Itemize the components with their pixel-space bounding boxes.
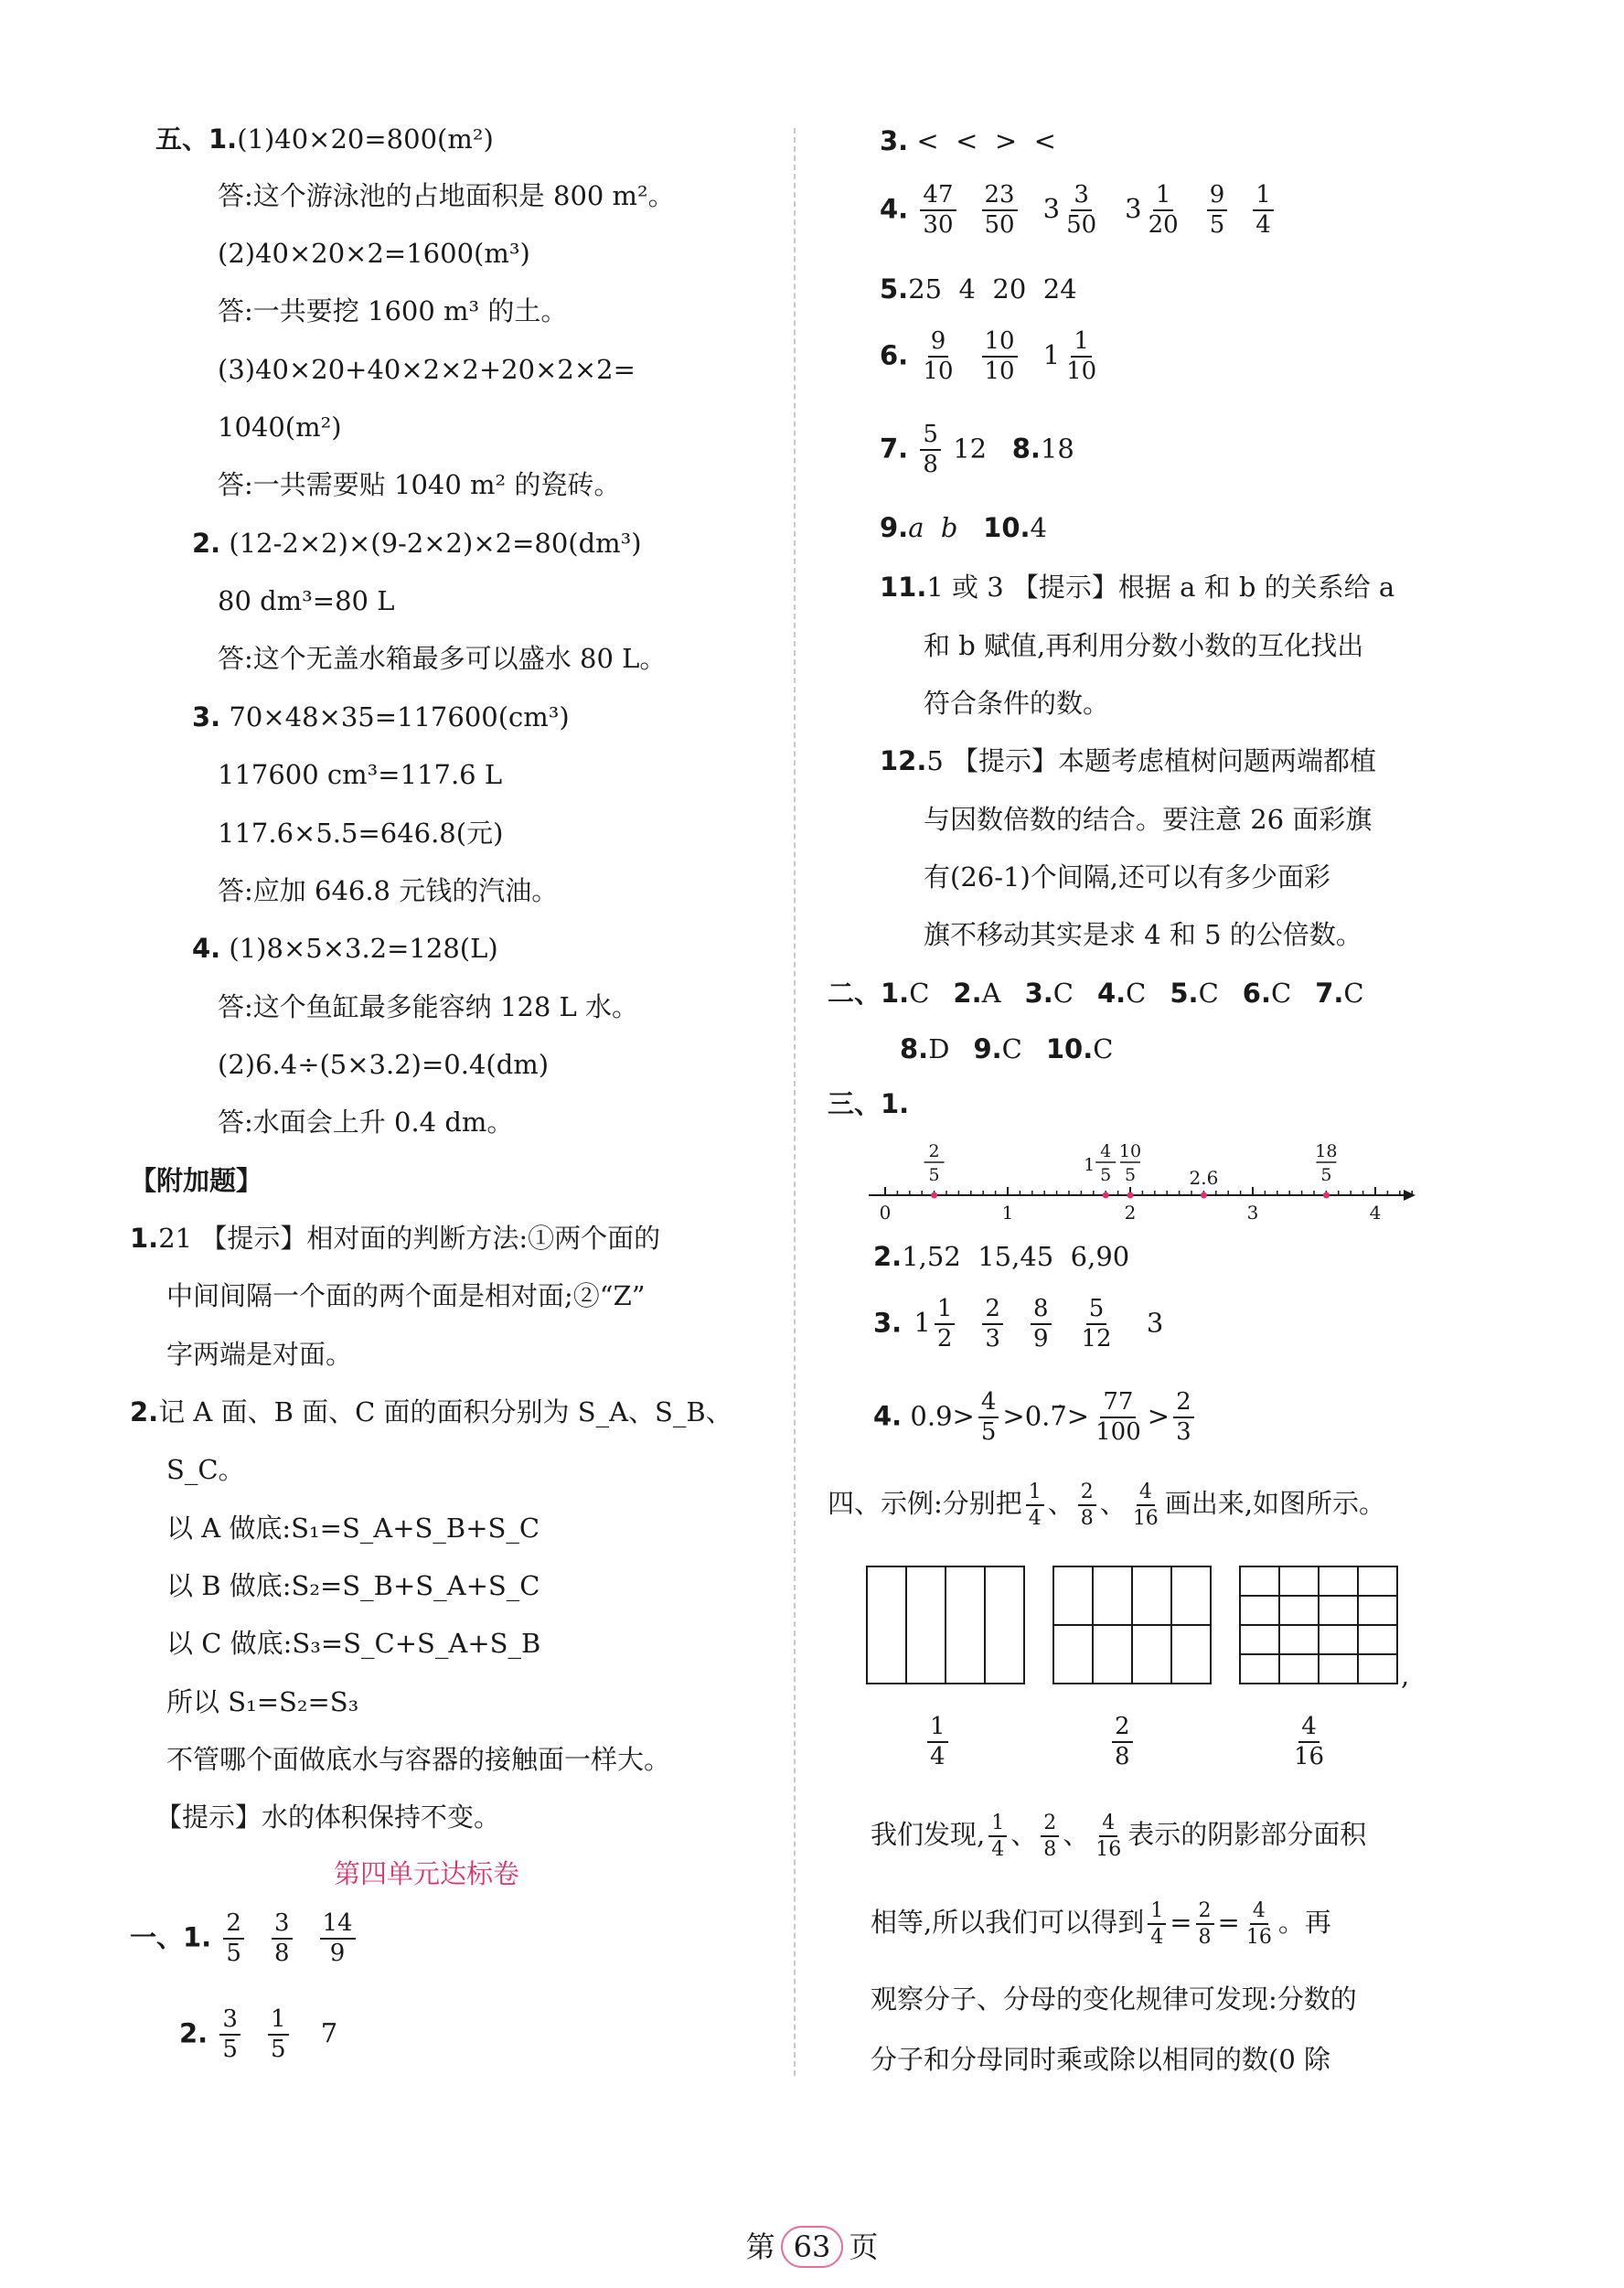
mark-point (931, 1192, 937, 1199)
page-prefix: 第 (745, 2229, 775, 2264)
fraction: 1 $\frac{1}{2}$ (910, 1307, 958, 1338)
number-line (869, 1129, 1417, 1230)
mark-denominator: 5 (1320, 1165, 1332, 1185)
answer-choice: C (1343, 978, 1364, 1009)
section-5-q1-part1: 五、1.(1)40×20=800(m²) (155, 123, 494, 155)
fraction: $\frac{1}{4}$ (1249, 193, 1277, 224)
section-5-q3: 3. 70×48×35=117600(cm³) (192, 701, 570, 732)
section-4-intro: 四、示例:分别把 $\frac{1}{4}$ 、 $\frac{2}{8}$ 、 $\frac{4}{16}$ 画出来,如图所示。 (828, 1481, 1386, 1531)
item-number: 9. (973, 1033, 1002, 1064)
item-number: 5. (1170, 978, 1199, 1009)
mark-denominator: 5 (1124, 1165, 1137, 1185)
section-5-q4: 4. (1)8×5×3.2=128(L) (192, 933, 498, 964)
answer-choice: C (1198, 978, 1219, 1009)
axis-arrow (1404, 1190, 1416, 1201)
answer-line: 答:应加 646.8 元钱的汽油。 (218, 875, 559, 906)
fraction: $\frac{47}{30}$ (916, 193, 959, 224)
answer-choice: C (909, 978, 930, 1009)
grid-caption-1 (924, 1715, 952, 1770)
tick-label: 1 (1001, 1202, 1014, 1224)
whole-part: 3 (1042, 193, 1061, 225)
tick-label: 0 (879, 1202, 892, 1224)
fraction: $\frac{5}{12}$ (1081, 1295, 1112, 1353)
whole-part: 3 (1125, 193, 1142, 225)
s3-q3: 3. 1 $\frac{1}{2}$ $\frac{2}{3}$ $\frac{8}{9}$ $\frac{5}{12}$ 3 (873, 1295, 1164, 1353)
mark-whole: 1 (1084, 1155, 1095, 1175)
fraction: $\frac{1}{4}$ (924, 1725, 952, 1756)
r-q12: 12.5 【提示】本题考虑植树问题两端都植 (880, 745, 1377, 776)
answer-choice: C (1270, 978, 1292, 1009)
fraction: $\frac{8}{9}$ (1027, 1307, 1055, 1338)
text-line: 字两端是对面。 (166, 1339, 353, 1370)
text-line: 符合条件的数。 (924, 688, 1110, 719)
extra-q2: 2.记 A 面、B 面、C 面的面积分别为 S_A、S_B、 (130, 1396, 732, 1427)
r-q6: 6. $\frac{9}{10}$ $\frac{10}{10}$ 1 $\frac{1}{10}$ (880, 329, 1121, 385)
extra-q1: 1.21 【提示】相对面的判断方法:①两个面的 (130, 1223, 661, 1254)
answer-choice: C (1052, 978, 1074, 1009)
answer-line: 答:这个鱼缸最多能容纳 128 L 水。 (218, 991, 639, 1022)
text-line: 不管哪个面做底水与容器的接触面一样大。 (166, 1744, 671, 1775)
text-line: 与因数倍数的结合。要注意 26 面彩旗 (924, 804, 1373, 835)
section-2-row2 (876, 1033, 1114, 1064)
tick-label: 4 (1369, 1202, 1382, 1224)
tick-label: 3 (1246, 1202, 1259, 1224)
answer-line: 答:这个游泳池的占地面积是 800 m²。 (218, 180, 675, 211)
fraction: $\frac{2}{8}$ (1074, 1488, 1100, 1519)
formula-line: 所以 S₁=S₂=S₃ (166, 1686, 359, 1717)
fraction: $\frac{77}{100}$ (1095, 1388, 1141, 1447)
r-q11: 11.1 或 3 【提示】根据 a 和 b 的关系给 a (880, 572, 1395, 603)
answer-line: 答:一共要挖 1600 m³ 的土。 (218, 295, 568, 326)
paragraph-line-2: 相等,所以我们可以得到 $\frac{1}{4}$ = $\frac{2}{8}$ = $\frac{4}{16}$ 。再 (871, 1899, 1331, 1950)
tick-label: 2 (1124, 1202, 1137, 1224)
r-q5: 5.25 4 20 24 (880, 273, 1077, 305)
mark-label: 2.6 (1189, 1167, 1219, 1189)
grid-four-sixteenths (1240, 1566, 1397, 1684)
unit4-q1: 一、1. $\frac{2}{5}$ $\frac{3}{8}$ $\frac{14}{9}$ (130, 1911, 379, 1967)
calc-line: 80 dm³=80 L (218, 585, 395, 616)
item-number: 4. (1096, 978, 1127, 1009)
fraction: $\frac{23}{50}$ (978, 193, 1021, 224)
page-suffix: 页 (849, 2229, 879, 2264)
calc-line: 117.6×5.5=646.8(元) (218, 818, 504, 849)
grid-comma: , (1401, 1660, 1410, 1691)
fraction: $\frac{9}{5}$ (1203, 193, 1232, 224)
answer-choice: A (981, 978, 1001, 1009)
fraction: $\frac{2}{5}$ (219, 1921, 248, 1952)
mark-numerator: 2 (928, 1141, 940, 1161)
answer-choice: D (928, 1033, 950, 1064)
fraction: $\frac{4}{16}$ (1294, 1713, 1325, 1771)
fraction: $\frac{2}{3}$ (1170, 1400, 1198, 1431)
fraction: 3 $\frac{1}{20}$ (1125, 181, 1179, 240)
fraction: $\frac{1}{5}$ (264, 2017, 293, 2048)
text-line: 中间间隔一个面的两个面是相对面;②“Z” (166, 1280, 646, 1311)
whole-part: 1 (1042, 339, 1061, 371)
answer-choice: C (1126, 978, 1147, 1009)
r-q4: 4. $\frac{47}{30}$ $\frac{23}{50}$ 3 $\frac{3}{50}$ 3 $\frac{1}{20}$ $\frac{9}{5}$ $\frac{1}{4}$ (880, 183, 1296, 239)
grid-one-fourth (867, 1566, 1024, 1684)
s3-q4: 4. 0.9> $\frac{4}{5}$ >0.7̇> $\frac{77}{100}$ > $\frac{2}{3}$ (873, 1390, 1198, 1446)
paragraph-line-3: 观察分子、分母的变化规律可发现:分数的 (871, 1983, 1357, 2015)
whole-part: 1 (914, 1307, 931, 1339)
mark-denominator: 5 (928, 1165, 940, 1185)
grid-two-eighths (1053, 1566, 1211, 1684)
fraction: $\frac{10}{10}$ (978, 339, 1021, 370)
text-line: 和 b 赋值,再利用分数小数的互化找出 (924, 630, 1364, 661)
r-q3: 3. < < > < (880, 125, 1056, 156)
item-number: 6. (1242, 978, 1271, 1009)
fraction: $\frac{4}{5}$ (975, 1400, 1003, 1431)
formula-line: 以 A 做底:S₁=S_A+S_B+S_C (166, 1513, 540, 1544)
fraction: $\frac{1}{4}$ (1022, 1488, 1048, 1519)
fraction: $\frac{4}{16}$ (1245, 1899, 1272, 1950)
r-q9-q10: 9.a b 10.4 (880, 512, 1047, 543)
section-3-label: 三、1. (828, 1088, 910, 1119)
item-number: 3. (1024, 978, 1053, 1009)
fraction: 3 $\frac{3}{50}$ (1042, 181, 1097, 240)
item-number: 7. (1315, 978, 1344, 1009)
calc-line: 117600 cm³=117.6 L (218, 759, 503, 790)
fraction: $\frac{3}{5}$ (216, 2017, 244, 2048)
fraction: $\frac{2}{8}$ (1108, 1725, 1137, 1756)
calc-line: 1040(m²) (218, 412, 342, 443)
mark-point (1201, 1192, 1207, 1199)
text-line: S_C。 (166, 1454, 245, 1485)
mark-point (1103, 1192, 1109, 1199)
grid-caption-3 (1287, 1715, 1330, 1770)
item-number: 8. (900, 1033, 929, 1064)
calc-line: (2)40×20×2=1600(m³) (218, 238, 530, 269)
fraction: $\frac{2}{8}$ (1192, 1907, 1218, 1938)
mark-numerator: 18 (1315, 1141, 1338, 1161)
calc-line: (3)40×20+40×2×2+20×2×2= (218, 354, 636, 385)
paragraph-line-1: 我们发现, $\frac{1}{4}$ 、 $\frac{2}{8}$ 、 $\frac{4}{16}$ 表示的阴影部分面积 (871, 1812, 1367, 1862)
fraction: $\frac{1}{4}$ (1144, 1907, 1170, 1938)
fraction: $\frac{4}{16}$ (1095, 1812, 1122, 1862)
mark-denominator: 5 (1100, 1165, 1112, 1185)
fraction: $\frac{2}{8}$ (1037, 1819, 1063, 1850)
fraction: $\frac{4}{16}$ (1132, 1481, 1159, 1531)
paragraph-line-4: 分子和分母同时乘或除以相同的数(0 除 (871, 2044, 1330, 2075)
formula-line: 以 C 做底:S₃=S_C+S_A+S_B (166, 1628, 541, 1659)
unit4-q2: 2. $\frac{3}{5}$ $\frac{1}{5}$ 7 (179, 2005, 338, 2064)
answer-choice: C (1001, 1033, 1022, 1064)
fraction: $\frac{5}{8}$ (916, 433, 945, 464)
text-line: 有(26-1)个间隔,还可以有多少面彩 (924, 861, 1330, 893)
extra-questions-title: 【附加题】 (130, 1165, 263, 1196)
r-q7-q8: 7. $\frac{5}{8}$ 12 8.18 (880, 421, 1074, 479)
fraction: $\frac{9}{10}$ (923, 327, 954, 386)
column-divider (794, 128, 796, 2076)
calc-line: (2)6.4÷(5×3.2)=0.4(dm) (218, 1049, 550, 1080)
formula-line: 以 B 做底:S₂=S_B+S_A+S_C (166, 1570, 540, 1601)
page-footer (0, 2224, 1624, 2268)
grid-caption-2 (1108, 1715, 1137, 1770)
page-number: 63 (781, 2226, 844, 2268)
hint-line: 【提示】水的体积保持不变。 (155, 1802, 501, 1833)
text-line: 旗不移动其实是求 4 和 5 的公倍数。 (924, 919, 1362, 950)
answer-line: 答:这个无盖水箱最多可以盛水 80 L。 (218, 643, 667, 674)
fraction: $\frac{1}{4}$ (985, 1819, 1010, 1850)
s3-q2: 2.1,52 15,45 6,90 (873, 1241, 1130, 1272)
fraction: $\frac{3}{8}$ (268, 1921, 296, 1952)
fraction: $\frac{2}{3}$ (978, 1307, 1007, 1338)
mark-point (1323, 1192, 1330, 1199)
answer-choice: C (1093, 1033, 1114, 1064)
item-number: 10. (1045, 1033, 1094, 1064)
answer-line: 答:水面会上升 0.4 dm。 (218, 1107, 514, 1138)
mark-numerator: 10 (1118, 1141, 1142, 1161)
section-2-row1: 二、1.C 2.A 3.C 4.C 5.C 6.C 7.C (828, 978, 1364, 1009)
unit-title: 第四单元达标卷 (334, 1858, 520, 1889)
section-5-q2: 2. (12-2×2)×(9-2×2)×2=80(dm³) (192, 528, 642, 559)
mark-numerator: 4 (1100, 1141, 1112, 1161)
mark-point (1127, 1192, 1134, 1199)
item-number: 2. (953, 978, 982, 1009)
fraction: $\frac{14}{9}$ (316, 1921, 359, 1952)
answer-line: 答:一共需要贴 1040 m² 的瓷砖。 (218, 469, 621, 500)
fraction: 1 $\frac{1}{10}$ (1042, 327, 1097, 386)
